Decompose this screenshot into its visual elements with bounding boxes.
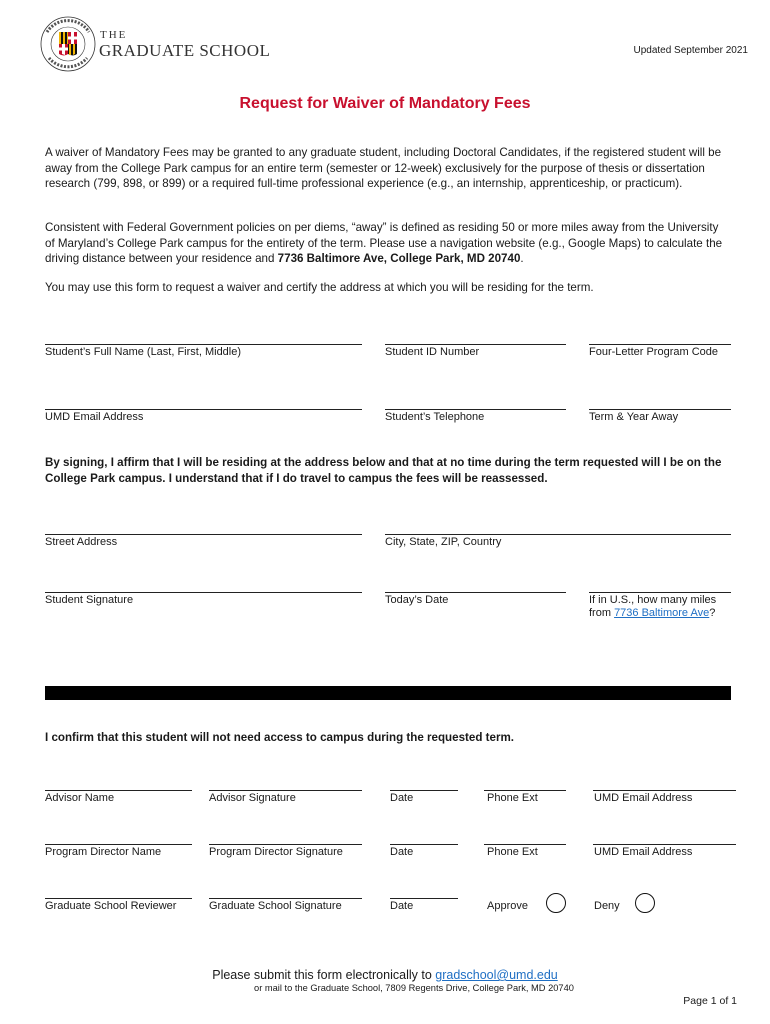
advisor-name-label: Advisor Name (45, 792, 115, 804)
deny-label: Deny (594, 900, 620, 912)
term-year-label: Term & Year Away (589, 411, 679, 423)
intro-paragraph-1: A waiver of Mandatory Fees may be granted to any graduate student, including Doctoral Candidates, if the registered student will be away from the College Park campus for an entire term (semester or 12-week) exclusively for the purpose of thesis or dissertation research (799, 898, or 899) or a required full-time professional experience (e.g., an internship, apprenticeship, or practicum). (45, 146, 722, 191)
reviewer-name-field[interactable] (45, 898, 192, 899)
director-phone-field[interactable] (484, 844, 566, 845)
director-signature-field[interactable] (209, 844, 362, 845)
street-address-label: Street Address (45, 536, 118, 548)
director-email-field[interactable] (593, 844, 736, 845)
miles-suffix: ? (709, 607, 716, 619)
director-email-label: UMD Email Address (594, 846, 693, 858)
university-seal-icon (40, 16, 96, 72)
submit-instructions (0, 968, 770, 982)
program-code-field[interactable] (589, 344, 731, 345)
advisor-name-field[interactable] (45, 790, 192, 791)
reviewer-signature-field[interactable] (209, 898, 362, 899)
director-name-label: Program Director Name (45, 846, 162, 858)
miles-prefix: If in U.S., how many miles from (589, 594, 717, 619)
section-divider-bar (45, 686, 731, 700)
intro-paragraph-2 (45, 220, 731, 267)
intro-paragraph-3: You may use this form to request a waiver and certify the address at which you will be residing for the term. (45, 281, 594, 294)
todays-date-field[interactable] (385, 592, 566, 593)
advisor-phone-field[interactable] (484, 790, 566, 791)
reviewer-date-label: Date (390, 900, 414, 912)
approve-label: Approve (487, 900, 528, 912)
email-field[interactable] (45, 409, 362, 410)
student-signature-label: Student Signature (45, 594, 134, 606)
deny-radio[interactable] (635, 893, 655, 913)
reviewer-name-label: Graduate School Reviewer (45, 900, 177, 912)
telephone-field[interactable] (385, 409, 566, 410)
advisor-date-label: Date (390, 792, 414, 804)
street-address-field[interactable] (45, 534, 362, 535)
director-date-label: Date (390, 846, 414, 858)
page-number: Page 1 of 1 (683, 995, 737, 1007)
intro-p2-text: Consistent with Federal Government policies on per diems, “away” is defined as residing 50 or more miles away from the University of Maryland’s College Park campus for the entirety of the term. Please use a navigation website (e.g., Google Maps) to calculate the driving distance between your residence and (45, 221, 723, 266)
updated-date: Updated September 2021 (633, 45, 748, 56)
full-name-field[interactable] (45, 344, 362, 345)
affirmation-text: By signing, I affirm that I will be residing at the address below and that at no time during the term requested will I be on the College Park campus. I understand that if I do travel to campus the fees will be reassessed. (45, 456, 722, 485)
campus-address: 7736 Baltimore Ave, College Park, MD 20740 (277, 252, 521, 266)
director-name-field[interactable] (45, 844, 192, 845)
director-date-field[interactable] (390, 844, 458, 845)
logo-school-name: GRADUATE SCHOOL (99, 41, 271, 60)
director-phone-label: Phone Ext (487, 846, 538, 858)
page-title: Request for Waiver of Mandatory Fees (239, 95, 531, 112)
confirm-text: I confirm that this student will not need access to campus during the requested term. (45, 731, 514, 744)
advisor-signature-field[interactable] (209, 790, 362, 791)
reviewer-date-field[interactable] (390, 898, 458, 899)
miles-label (589, 594, 731, 620)
mail-instructions: or mail to the Graduate School, 7809 Regents Drive, College Park, MD 20740 (254, 983, 574, 993)
email-label: UMD Email Address (45, 411, 144, 423)
gradschool-email-link[interactable]: gradschool@umd.edu (435, 968, 558, 982)
student-id-label: Student ID Number (385, 346, 480, 358)
full-name-label: Student’s Full Name (Last, First, Middle) (45, 346, 242, 358)
todays-date-label: Today’s Date (385, 594, 449, 606)
baltimore-ave-link[interactable]: 7736 Baltimore Ave (614, 607, 710, 619)
reviewer-signature-label: Graduate School Signature (209, 900, 342, 912)
advisor-email-field[interactable] (593, 790, 736, 791)
submit-prefix: Please submit this form electronically to (212, 968, 436, 982)
advisor-date-field[interactable] (390, 790, 458, 791)
logo-the-text: THE (100, 29, 128, 41)
advisor-phone-label: Phone Ext (487, 792, 538, 804)
city-state-label: City, State, ZIP, Country (385, 536, 502, 548)
term-year-field[interactable] (589, 409, 731, 410)
student-id-field[interactable] (385, 344, 566, 345)
advisor-email-label: UMD Email Address (594, 792, 693, 804)
intro-p2-suffix: . (520, 252, 524, 266)
student-signature-field[interactable] (45, 592, 362, 593)
director-signature-label: Program Director Signature (209, 846, 343, 858)
approve-radio[interactable] (546, 893, 566, 913)
advisor-signature-label: Advisor Signature (209, 792, 296, 804)
city-state-field[interactable] (385, 534, 731, 535)
telephone-label: Student’s Telephone (385, 411, 485, 423)
miles-field[interactable] (589, 592, 731, 593)
program-code-label: Four-Letter Program Code (589, 346, 718, 358)
